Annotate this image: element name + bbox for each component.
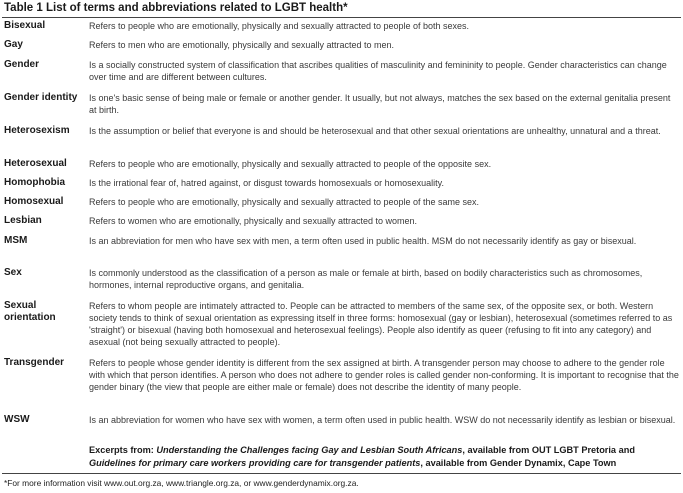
- term-cell: Homosexual: [4, 196, 64, 207]
- excerpt-source-2: Guidelines for primary care workers providing care for transgender patients: [89, 458, 421, 468]
- definition-cell: Refers to people who are emotionally, physically and sexually attracted to people of the opposite sex.: [89, 159, 492, 169]
- table-title: Table 1 List of terms and abbreviations related to LGBT health*: [4, 2, 348, 14]
- term-cell: Gender: [4, 59, 40, 70]
- bottom-rule: [2, 473, 681, 474]
- top-rule: [2, 17, 681, 18]
- term-cell: MSM: [4, 235, 28, 246]
- definition-cell: Is the irrational fear of, hatred against, or disgust towards homosexuals or homosexuality.: [89, 178, 445, 188]
- term-cell: Heterosexual: [4, 158, 67, 169]
- definition-cell: Refers to people who are emotionally, physically and sexually attracted to people of both sexes.: [89, 21, 470, 31]
- excerpt-suffix: , available from Gender Dynamix, Cape Town: [420, 458, 617, 468]
- excerpt-source-1: Understanding the Challenges facing Gay and Lesbian South Africans: [156, 445, 463, 455]
- term-cell: Sexual orientation: [4, 300, 56, 323]
- term-cell: Transgender: [4, 357, 65, 368]
- definition-cell: Refers to women who are emotionally, physically and sexually attracted to women.: [89, 216, 417, 226]
- definition-cell: Is commonly understood as the classification of a person as male or female at birth, based on bodily characteristics such as chromosomes, hormones, internal reproductive organs, and genitalia.: [89, 268, 643, 290]
- footnote: *For more information visit www.out.org.za, www.triangle.org.za, or www.genderdynamix.org.za.: [4, 478, 359, 488]
- definition-cell: Refers to people whose gender identity is different from the sex assigned at birth. A transgender person may choose to adhere to the gender role with which that person identifies. A person who does not adhere to gender roles is called gender non-conforming. It is important to recognise that the gender binary (the view that people are either male or female) does not describe the identity of many people.: [89, 358, 679, 392]
- term-cell: Homophobia: [4, 177, 66, 188]
- definition-cell: Is the assumption or belief that everyone is and should be heterosexual and that other sexual orientations are unhealthy, unnatural and a threat.: [89, 126, 661, 136]
- definition-cell: Is an abbreviation for men who have sex with men, a term often used in public health. MSM do not necessarily identify as gay or bisexual.: [89, 236, 637, 246]
- definition-cell: Refers to whom people are intimately attracted to. People can be attracted to members of the same sex, of the opposite sex, or both. Western society tends to think of sexual orientation as expressing itself in three forms: homosexual (gay or lesbian), heterosexual (sometimes referred to as 'straight') or bisexual (having both homosexual and heterosexual feelings). People also identify as queer (refusing to fit into any category) and asexual (not being sexually attracted to people).: [89, 301, 673, 347]
- term-cell: Sex: [4, 267, 22, 278]
- term-cell: Heterosexism: [4, 125, 70, 136]
- definition-cell: Refers to men who are emotionally, physically and sexually attracted to men.: [89, 40, 394, 50]
- term-cell: WSW: [4, 414, 30, 425]
- excerpt-middle: , available from OUT LGBT Pretoria and: [462, 445, 635, 455]
- term-cell: Gay: [4, 39, 23, 50]
- term-cell: Bisexual: [4, 20, 46, 31]
- term-cell: Gender identity: [4, 92, 78, 103]
- definition-cell: Is one's basic sense of being male or female or another gender. It usually, but not always, matches the sex based on the external genitalia present at birth.: [89, 93, 671, 115]
- term-cell: Lesbian: [4, 215, 42, 226]
- excerpt-prefix: Excerpts from:: [89, 445, 157, 455]
- excerpt-note: [89, 444, 681, 470]
- definition-cell: Is a socially constructed system of classification that ascribes qualities of masculinity and femininity to people. Gender characteristics can change over time and are different between cultures.: [89, 60, 667, 82]
- definition-cell: Refers to people who are emotionally, physically and sexually attracted to people of the same sex.: [89, 197, 480, 207]
- definition-cell: Is an abbreviation for women who have sex with women, a term often used in public health. WSW do not necessarily identify as lesbian or bisexual.: [89, 415, 676, 425]
